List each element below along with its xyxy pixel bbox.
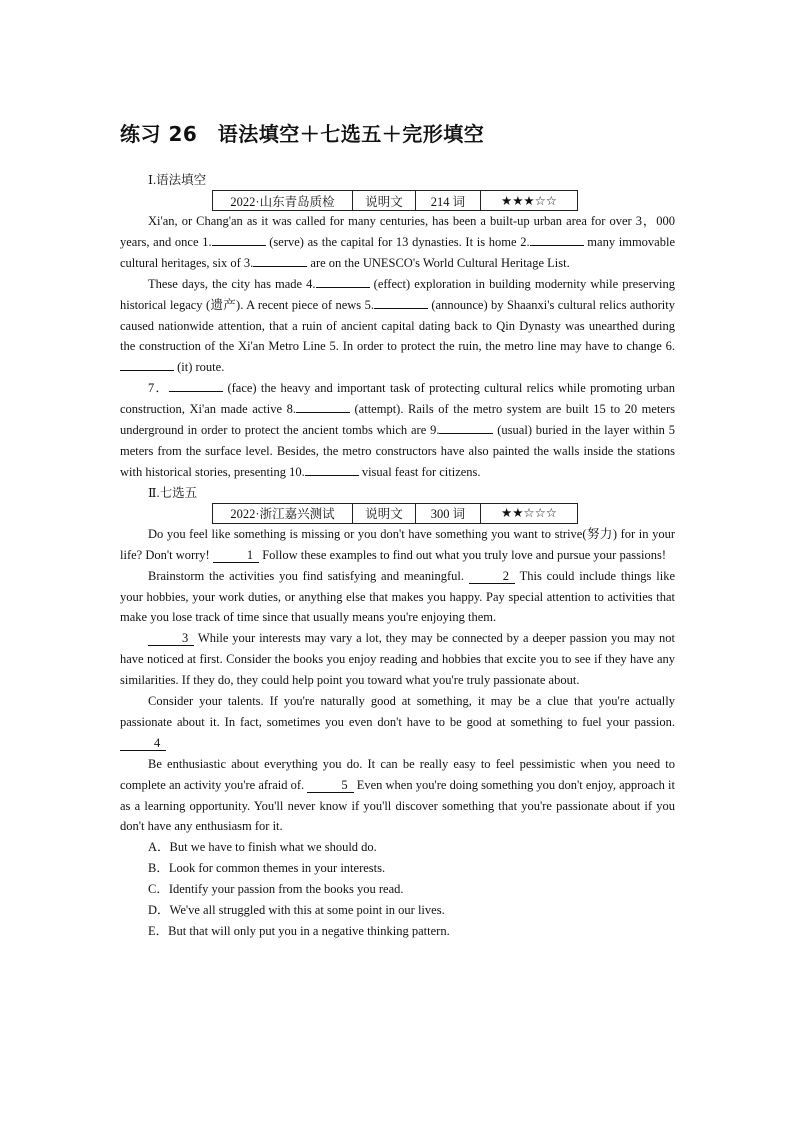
gap-5[interactable]: 5 — [307, 778, 353, 793]
s1-paragraph-1: Xi'an, or Chang'an as it was called for many centuries, has been a built-up urban area for over 3，000 years, and once 1. (serve) as the capital for 13 dynasties. It is home 2. many immovable cultural heritages, six of 3. are on the UNESCO's World Cultural Heritage List. — [120, 214, 675, 270]
option-b: B．Look for common themes in your interests. — [148, 861, 386, 876]
blank-5[interactable] — [374, 296, 428, 309]
option-a: A．But we have to finish what we should do. — [148, 840, 377, 855]
option-e: E．But that will only put you in a negative thinking pattern. — [148, 924, 450, 938]
section2-words: 300 词 — [416, 503, 481, 523]
s1-paragraph-3: 7． (face) the heavy and important task of protecting cultural relics while promoting urban construction, Xi'an made active 8. (attempt). Rails of the metro system are built 15 to 20 meters underground in order to protect the ancient tombs which are 9. (usual) buried in the layer within 5 meters from the surface level. Besides, the metro constructors have also painted the walls inside the stations with historical stories, presenting 10. visual feast for citizens. — [120, 381, 675, 479]
gap-3[interactable]: 3 — [148, 631, 194, 646]
blank-2[interactable] — [530, 233, 584, 246]
section1-genre: 说明文 — [353, 191, 416, 211]
s1-paragraph-2: These days, the city has made 4. (effect) exploration in building modernity while preserving historical legacy (遗产). A recent piece of news 5. (announce) by Shaanxi's cultural relics authority caused nationwide attention, that a ruin of ancient capital dating back to Qin Dynasty was unearthed during the construction of the Xi'an Metro Line 5. In order to protect the ruin, the metro line may have to change 6. (it) route. — [120, 276, 676, 375]
page-title: 练习 26 语法填空＋七选五＋完形填空 — [120, 122, 485, 146]
section2-source: 2022·浙江嘉兴测试 — [213, 503, 353, 523]
section2-info-table — [212, 503, 578, 524]
s2-paragraph-4: Consider your talents. If you're naturally good at something, it may be a clue that you're actually passionate about it. In fact, sometimes you even don't have to be good at something to fuel your passion. 4 — [120, 694, 675, 750]
option-c: C．Identify your passion from the books you read. — [148, 882, 404, 897]
blank-4[interactable] — [316, 275, 370, 288]
worksheet — [120, 118, 675, 942]
blank-3[interactable] — [253, 254, 307, 267]
s2-paragraph-1: Do you feel like something is missing or you don't have something you want to strive(努力) for in your life? Don't worry! 1 Follow these examples to find out what you truly love and pursue your passions! — [120, 526, 675, 562]
section1-stars: ★★★☆☆ — [481, 191, 578, 211]
section1-heading: Ⅰ.语法填空 — [148, 173, 207, 187]
gap-4[interactable]: 4 — [120, 736, 166, 751]
section2-genre: 说明文 — [353, 503, 416, 523]
section1-info-table — [212, 190, 578, 211]
blank-8[interactable] — [296, 400, 350, 413]
s2-paragraph-3: 3 While your interests may vary a lot, they may be connected by a deeper passion you may not have noticed at first. Consider the books you enjoy reading and hobbies that excite you to see if they have any similarities. If they do, they could help point you toward what you're truly passionate about. — [120, 631, 675, 688]
blank-9[interactable] — [439, 421, 493, 434]
option-d: D．We've all struggled with this at some point in our lives. — [148, 903, 445, 918]
section1-words: 214 词 — [416, 191, 481, 211]
blank-6[interactable] — [120, 358, 174, 371]
section2-stars: ★★☆☆☆ — [481, 503, 578, 523]
s2-paragraph-2: Brainstorm the activities you find satisfying and meaningful. 2 This could include things like your hobbies, your work duties, or anything else that makes you happy. Pay special attention to activities that make you lose track of time since that usually means you're enjoying them. — [120, 568, 675, 625]
gap-2[interactable]: 2 — [469, 569, 515, 584]
options-list — [120, 837, 675, 942]
blank-7[interactable] — [169, 379, 223, 392]
gap-1[interactable]: 1 — [213, 548, 259, 563]
blank-1[interactable] — [212, 233, 266, 246]
s2-paragraph-5: Be enthusiastic about everything you do. It can be really easy to feel pessimistic when you need to complete an activity you're afraid of. 5 Even when you're doing something you don't enjoy, approach it as a learning opportunity. You'll never know if you'll discover something that you're passionate about if you don't have any enthusiasm for it. — [120, 756, 675, 834]
section2-heading: Ⅱ.七选五 — [148, 485, 198, 500]
section1-source: 2022·山东青岛质检 — [213, 191, 353, 211]
blank-10[interactable] — [305, 463, 359, 476]
